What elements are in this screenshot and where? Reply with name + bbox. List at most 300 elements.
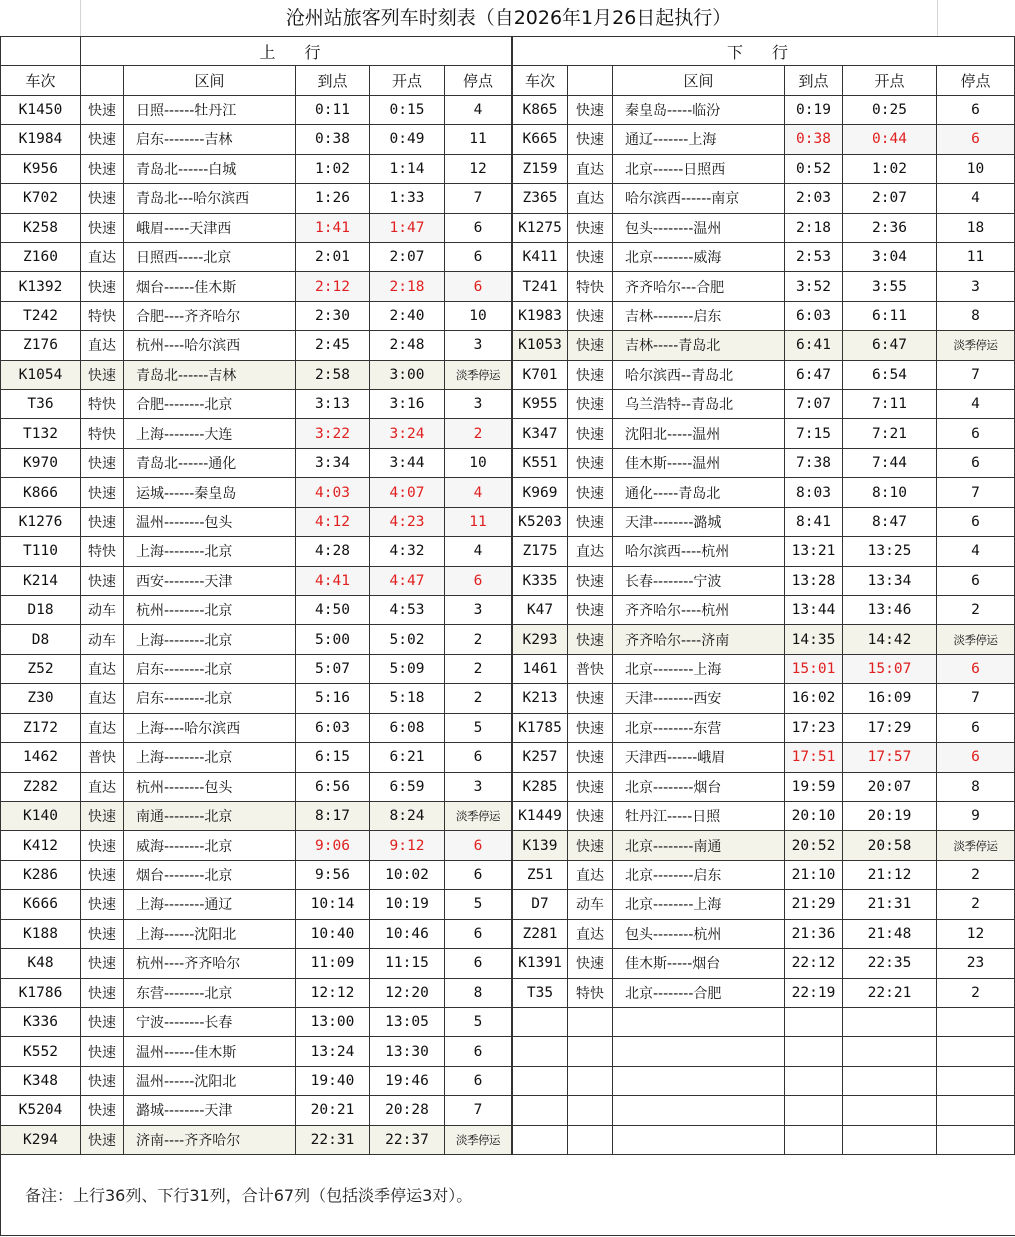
table-row <box>513 242 1015 271</box>
stop-duration: 6 <box>445 1037 512 1066</box>
train-number: K1275 <box>513 213 568 242</box>
table-row <box>1 154 512 183</box>
page-title: 沧州站旅客列车时刻表（自2026年1月26日起执行） <box>285 7 732 29</box>
stop-duration: 8 <box>937 301 1015 330</box>
arrive-time: 17:51 <box>785 743 843 772</box>
arrive-time: 22:19 <box>785 978 843 1007</box>
stop-duration: 3 <box>445 596 512 625</box>
train-type: 直达 <box>568 537 613 566</box>
train-type: 快速 <box>81 860 124 889</box>
route: 上海--------北京 <box>124 625 296 654</box>
train-number: K47 <box>513 596 568 625</box>
train-number: K1449 <box>513 801 568 830</box>
arrive-time: 8:17 <box>296 801 370 830</box>
depart-time: 4:23 <box>370 507 445 536</box>
stop-duration: 2 <box>937 596 1015 625</box>
arrive-time: 2:03 <box>785 184 843 213</box>
arrive-time: 21:10 <box>785 860 843 889</box>
depart-time: 2:36 <box>843 213 937 242</box>
depart-time: 6:54 <box>843 360 937 389</box>
train-number: K1983 <box>513 301 568 330</box>
arrive-time: 7:07 <box>785 390 843 419</box>
depart-time <box>843 1096 937 1125</box>
stop-duration: 3 <box>445 772 512 801</box>
train-type: 快速 <box>568 566 613 595</box>
table-row <box>513 831 1015 860</box>
stop-duration: 5 <box>445 890 512 919</box>
header-type <box>568 66 613 95</box>
empty-row <box>513 1125 1015 1154</box>
route: 秦皇岛-----临汾 <box>613 95 785 124</box>
table-row <box>513 448 1015 477</box>
table-row <box>1 684 512 713</box>
stop-duration: 4 <box>445 478 512 507</box>
train-number: T35 <box>513 978 568 1007</box>
route: 烟台--------北京 <box>124 860 296 889</box>
route <box>613 1007 785 1036</box>
arrive-time: 2:18 <box>785 213 843 242</box>
table-row <box>513 566 1015 595</box>
arrive-time: 21:29 <box>785 890 843 919</box>
stop-duration <box>937 1125 1015 1154</box>
table-row <box>1 537 512 566</box>
header-train: 车次 <box>1 66 81 95</box>
train-type <box>568 1066 613 1095</box>
train-type: 快速 <box>568 949 613 978</box>
table-row <box>1 448 512 477</box>
depart-time: 12:20 <box>370 978 445 1007</box>
arrive-time: 13:44 <box>785 596 843 625</box>
train-type: 直达 <box>568 860 613 889</box>
train-type: 快速 <box>568 478 613 507</box>
table-row <box>1 507 512 536</box>
center-divider <box>511 36 513 1153</box>
train-type: 快速 <box>81 213 124 242</box>
train-number: K865 <box>513 95 568 124</box>
depart-time: 13:05 <box>370 1007 445 1036</box>
depart-time: 1:02 <box>843 154 937 183</box>
depart-time: 11:15 <box>370 949 445 978</box>
route: 青岛北---哈尔滨西 <box>124 184 296 213</box>
train-number <box>513 1125 568 1154</box>
table-row <box>1 390 512 419</box>
arrive-time: 22:31 <box>296 1125 370 1154</box>
table-row <box>1 1096 512 1125</box>
arrive-time: 19:40 <box>296 1066 370 1095</box>
train-type: 快速 <box>568 743 613 772</box>
depart-time: 7:11 <box>843 390 937 419</box>
train-number: K866 <box>1 478 81 507</box>
stop-duration: 8 <box>445 978 512 1007</box>
depart-time: 3:16 <box>370 390 445 419</box>
stop-duration: 2 <box>445 419 512 448</box>
arrive-time: 13:00 <box>296 1007 370 1036</box>
train-type: 快速 <box>81 448 124 477</box>
arrive-time: 0:52 <box>785 154 843 183</box>
table-row <box>513 272 1015 301</box>
train-type: 快速 <box>568 448 613 477</box>
train-type: 特快 <box>568 978 613 1007</box>
arrive-time: 11:09 <box>296 949 370 978</box>
depart-time: 14:42 <box>843 625 937 654</box>
stop-duration <box>937 1037 1015 1066</box>
table-row <box>1 1125 512 1154</box>
table-row <box>1 360 512 389</box>
stop-duration: 18 <box>937 213 1015 242</box>
train-number: Z30 <box>1 684 81 713</box>
arrive-time: 3:22 <box>296 419 370 448</box>
route: 威海--------北京 <box>124 831 296 860</box>
train-type: 直达 <box>81 713 124 742</box>
train-type: 快速 <box>568 801 613 830</box>
depart-time: 2:48 <box>370 331 445 360</box>
arrive-time: 2:12 <box>296 272 370 301</box>
route: 牡丹江-----日照 <box>613 801 785 830</box>
train-number: K335 <box>513 566 568 595</box>
arrive-time: 12:12 <box>296 978 370 1007</box>
train-type: 快速 <box>568 390 613 419</box>
depart-time: 7:44 <box>843 448 937 477</box>
depart-time: 3:55 <box>843 272 937 301</box>
header-route: 区间 <box>613 66 785 95</box>
empty-row <box>513 1066 1015 1095</box>
table-row <box>1 596 512 625</box>
train-type: 快速 <box>81 1066 124 1095</box>
footer <box>0 1153 1015 1236</box>
depart-time: 13:46 <box>843 596 937 625</box>
route: 哈尔滨西------南京 <box>613 184 785 213</box>
route: 北京--------东营 <box>613 713 785 742</box>
train-number: K139 <box>513 831 568 860</box>
route: 峨眉-----天津西 <box>124 213 296 242</box>
stop-duration: 5 <box>445 1007 512 1036</box>
depart-time: 19:46 <box>370 1066 445 1095</box>
arrive-time: 14:35 <box>785 625 843 654</box>
train-number: Z52 <box>1 654 81 683</box>
table-row <box>513 625 1015 654</box>
arrive-time: 4:12 <box>296 507 370 536</box>
route: 青岛北------通化 <box>124 448 296 477</box>
train-number: Z172 <box>1 713 81 742</box>
route: 合肥----齐齐哈尔 <box>124 301 296 330</box>
table-row <box>1 419 512 448</box>
train-number: K5204 <box>1 1096 81 1125</box>
stop-duration: 淡季停运 <box>445 801 512 830</box>
depart-time: 4:53 <box>370 596 445 625</box>
train-number <box>513 1007 568 1036</box>
train-number: K348 <box>1 1066 81 1095</box>
stop-duration: 2 <box>445 625 512 654</box>
train-number: K1054 <box>1 360 81 389</box>
route: 长春--------宁波 <box>613 566 785 595</box>
table-row <box>513 743 1015 772</box>
arrive-time: 2:45 <box>296 331 370 360</box>
table-row <box>1 331 512 360</box>
stop-duration: 淡季停运 <box>937 625 1015 654</box>
train-type: 动车 <box>81 596 124 625</box>
depart-time: 10:46 <box>370 919 445 948</box>
route: 北京--------合肥 <box>613 978 785 1007</box>
up-direction-table <box>0 36 512 1155</box>
table-row <box>1 801 512 830</box>
depart-time: 16:09 <box>843 684 937 713</box>
route: 上海----哈尔滨西 <box>124 713 296 742</box>
stop-duration: 6 <box>445 242 512 271</box>
header-train: 车次 <box>513 66 568 95</box>
table-row <box>1 1066 512 1095</box>
train-type: 快速 <box>81 801 124 830</box>
table-row <box>1 1037 512 1066</box>
depart-time: 17:29 <box>843 713 937 742</box>
route: 通化-----青岛北 <box>613 478 785 507</box>
arrive-time: 4:41 <box>296 566 370 595</box>
arrive-time: 13:21 <box>785 537 843 566</box>
route: 上海--------北京 <box>124 537 296 566</box>
arrive-time: 13:28 <box>785 566 843 595</box>
stop-duration: 3 <box>445 331 512 360</box>
stop-duration: 6 <box>445 213 512 242</box>
train-number: K666 <box>1 890 81 919</box>
train-number: Z176 <box>1 331 81 360</box>
table-row <box>513 478 1015 507</box>
route: 佳木斯-----烟台 <box>613 949 785 978</box>
train-number: K552 <box>1 1037 81 1066</box>
depart-time: 21:12 <box>843 860 937 889</box>
table-row <box>1 978 512 1007</box>
train-number <box>513 1066 568 1095</box>
train-type: 快速 <box>81 184 124 213</box>
route: 天津--------潞城 <box>613 507 785 536</box>
depart-time: 8:47 <box>843 507 937 536</box>
route: 包头--------杭州 <box>613 919 785 948</box>
direction-header-row <box>1 37 512 66</box>
train-number: K257 <box>513 743 568 772</box>
header-type <box>81 66 124 95</box>
route: 上海--------北京 <box>124 743 296 772</box>
train-type: 快速 <box>81 360 124 389</box>
route: 包头--------温州 <box>613 213 785 242</box>
route: 天津西------峨眉 <box>613 743 785 772</box>
depart-time: 4:07 <box>370 478 445 507</box>
stop-duration: 4 <box>937 537 1015 566</box>
train-type: 快速 <box>568 331 613 360</box>
depart-time: 15:07 <box>843 654 937 683</box>
down-direction-label: 下 行 <box>513 37 1015 66</box>
table-row <box>513 596 1015 625</box>
arrive-time: 20:21 <box>296 1096 370 1125</box>
depart-time: 6:47 <box>843 331 937 360</box>
stop-duration: 2 <box>937 860 1015 889</box>
table-row <box>1 949 512 978</box>
table-row <box>513 331 1015 360</box>
train-number: K336 <box>1 1007 81 1036</box>
train-type: 快速 <box>568 360 613 389</box>
depart-time: 2:07 <box>370 242 445 271</box>
depart-time: 3:44 <box>370 448 445 477</box>
stop-duration: 6 <box>445 743 512 772</box>
table-row <box>1 625 512 654</box>
train-type: 快速 <box>568 242 613 271</box>
table-row <box>1 890 512 919</box>
train-number: K188 <box>1 919 81 948</box>
arrive-time <box>785 1125 843 1154</box>
table-row <box>513 213 1015 242</box>
route: 青岛北------白城 <box>124 154 296 183</box>
depart-time <box>843 1066 937 1095</box>
stop-duration: 10 <box>445 448 512 477</box>
arrive-time: 21:36 <box>785 919 843 948</box>
route: 济南----齐齐哈尔 <box>124 1125 296 1154</box>
depart-time: 2:07 <box>843 184 937 213</box>
arrive-time: 3:13 <box>296 390 370 419</box>
train-number: K702 <box>1 184 81 213</box>
arrive-time: 17:23 <box>785 713 843 742</box>
depart-time: 0:15 <box>370 95 445 124</box>
train-number: 1462 <box>1 743 81 772</box>
table-row <box>513 949 1015 978</box>
table-row <box>1 860 512 889</box>
depart-time: 1:33 <box>370 184 445 213</box>
train-type: 直达 <box>568 184 613 213</box>
arrive-time: 4:28 <box>296 537 370 566</box>
table-row <box>513 654 1015 683</box>
depart-time: 20:07 <box>843 772 937 801</box>
arrive-time: 0:11 <box>296 95 370 124</box>
table-row <box>513 713 1015 742</box>
depart-time: 2:18 <box>370 272 445 301</box>
route: 杭州----哈尔滨西 <box>124 331 296 360</box>
table-row <box>513 801 1015 830</box>
arrive-time <box>785 1037 843 1066</box>
route: 齐齐哈尔---合肥 <box>613 272 785 301</box>
route: 北京------日照西 <box>613 154 785 183</box>
stop-duration: 7 <box>445 1096 512 1125</box>
stop-duration: 3 <box>937 272 1015 301</box>
stop-duration: 5 <box>445 713 512 742</box>
stop-duration: 淡季停运 <box>937 831 1015 860</box>
stop-duration <box>937 1007 1015 1036</box>
train-number: K970 <box>1 448 81 477</box>
stop-duration: 2 <box>937 978 1015 1007</box>
header-stop: 停点 <box>445 66 512 95</box>
table-row <box>513 301 1015 330</box>
train-number: T241 <box>513 272 568 301</box>
route: 上海--------大连 <box>124 419 296 448</box>
arrive-time: 15:01 <box>785 654 843 683</box>
train-type: 动车 <box>568 890 613 919</box>
arrive-time: 2:58 <box>296 360 370 389</box>
train-number: K48 <box>1 949 81 978</box>
train-number: K293 <box>513 625 568 654</box>
depart-time: 17:57 <box>843 743 937 772</box>
stop-duration: 7 <box>937 360 1015 389</box>
arrive-time: 2:30 <box>296 301 370 330</box>
train-type: 直达 <box>81 654 124 683</box>
header-stop: 停点 <box>937 66 1015 95</box>
table-row <box>513 978 1015 1007</box>
train-type: 快速 <box>81 95 124 124</box>
stop-duration: 6 <box>445 1066 512 1095</box>
train-number: K5203 <box>513 507 568 536</box>
arrive-time: 2:53 <box>785 242 843 271</box>
table-row <box>513 125 1015 154</box>
stop-duration: 6 <box>937 507 1015 536</box>
train-number: Z159 <box>513 154 568 183</box>
train-type: 快速 <box>81 1125 124 1154</box>
train-number: K1785 <box>513 713 568 742</box>
depart-time: 1:14 <box>370 154 445 183</box>
train-number: T110 <box>1 537 81 566</box>
train-type <box>568 1007 613 1036</box>
route: 北京--------南通 <box>613 831 785 860</box>
train-type: 快速 <box>568 831 613 860</box>
table-row <box>513 360 1015 389</box>
route: 杭州----齐齐哈尔 <box>124 949 296 978</box>
depart-time: 9:12 <box>370 831 445 860</box>
depart-time: 6:21 <box>370 743 445 772</box>
train-number: K1391 <box>513 949 568 978</box>
stop-duration: 7 <box>445 184 512 213</box>
route: 上海--------通辽 <box>124 890 296 919</box>
depart-time: 4:47 <box>370 566 445 595</box>
route: 运城------秦皇岛 <box>124 478 296 507</box>
table-row <box>1 831 512 860</box>
arrive-time: 8:03 <box>785 478 843 507</box>
depart-time: 13:25 <box>843 537 937 566</box>
table-row <box>1 713 512 742</box>
stop-duration: 4 <box>445 95 512 124</box>
up-direction-label: 上 行 <box>81 37 512 66</box>
train-type: 快速 <box>568 301 613 330</box>
route: 西安--------天津 <box>124 566 296 595</box>
table-row <box>1 478 512 507</box>
train-number: K701 <box>513 360 568 389</box>
train-type: 直达 <box>81 684 124 713</box>
arrive-time: 3:34 <box>296 448 370 477</box>
route: 青岛北------吉林 <box>124 360 296 389</box>
stop-duration: 6 <box>937 419 1015 448</box>
stop-duration: 11 <box>937 242 1015 271</box>
train-number: K140 <box>1 801 81 830</box>
table-row <box>513 890 1015 919</box>
table-row <box>1 566 512 595</box>
table-row <box>513 154 1015 183</box>
stop-duration: 4 <box>445 537 512 566</box>
stop-duration: 4 <box>937 390 1015 419</box>
route: 吉林-----青岛北 <box>613 331 785 360</box>
arrive-time: 20:10 <box>785 801 843 830</box>
table-row <box>1 272 512 301</box>
train-type: 快速 <box>568 596 613 625</box>
stop-duration: 23 <box>937 949 1015 978</box>
train-number: K1786 <box>1 978 81 1007</box>
train-type <box>568 1096 613 1125</box>
train-number: K294 <box>1 1125 81 1154</box>
stop-duration <box>937 1066 1015 1095</box>
train-number: K955 <box>513 390 568 419</box>
blank-cell <box>1 37 81 66</box>
train-number: T242 <box>1 301 81 330</box>
table-row <box>513 684 1015 713</box>
route: 佳木斯-----温州 <box>613 448 785 477</box>
depart-time: 6:11 <box>843 301 937 330</box>
arrive-time: 2:01 <box>296 242 370 271</box>
train-number: 1461 <box>513 654 568 683</box>
train-type: 快速 <box>81 978 124 1007</box>
header-depart: 开点 <box>370 66 445 95</box>
table-row <box>1 1007 512 1036</box>
train-type: 快速 <box>568 625 613 654</box>
